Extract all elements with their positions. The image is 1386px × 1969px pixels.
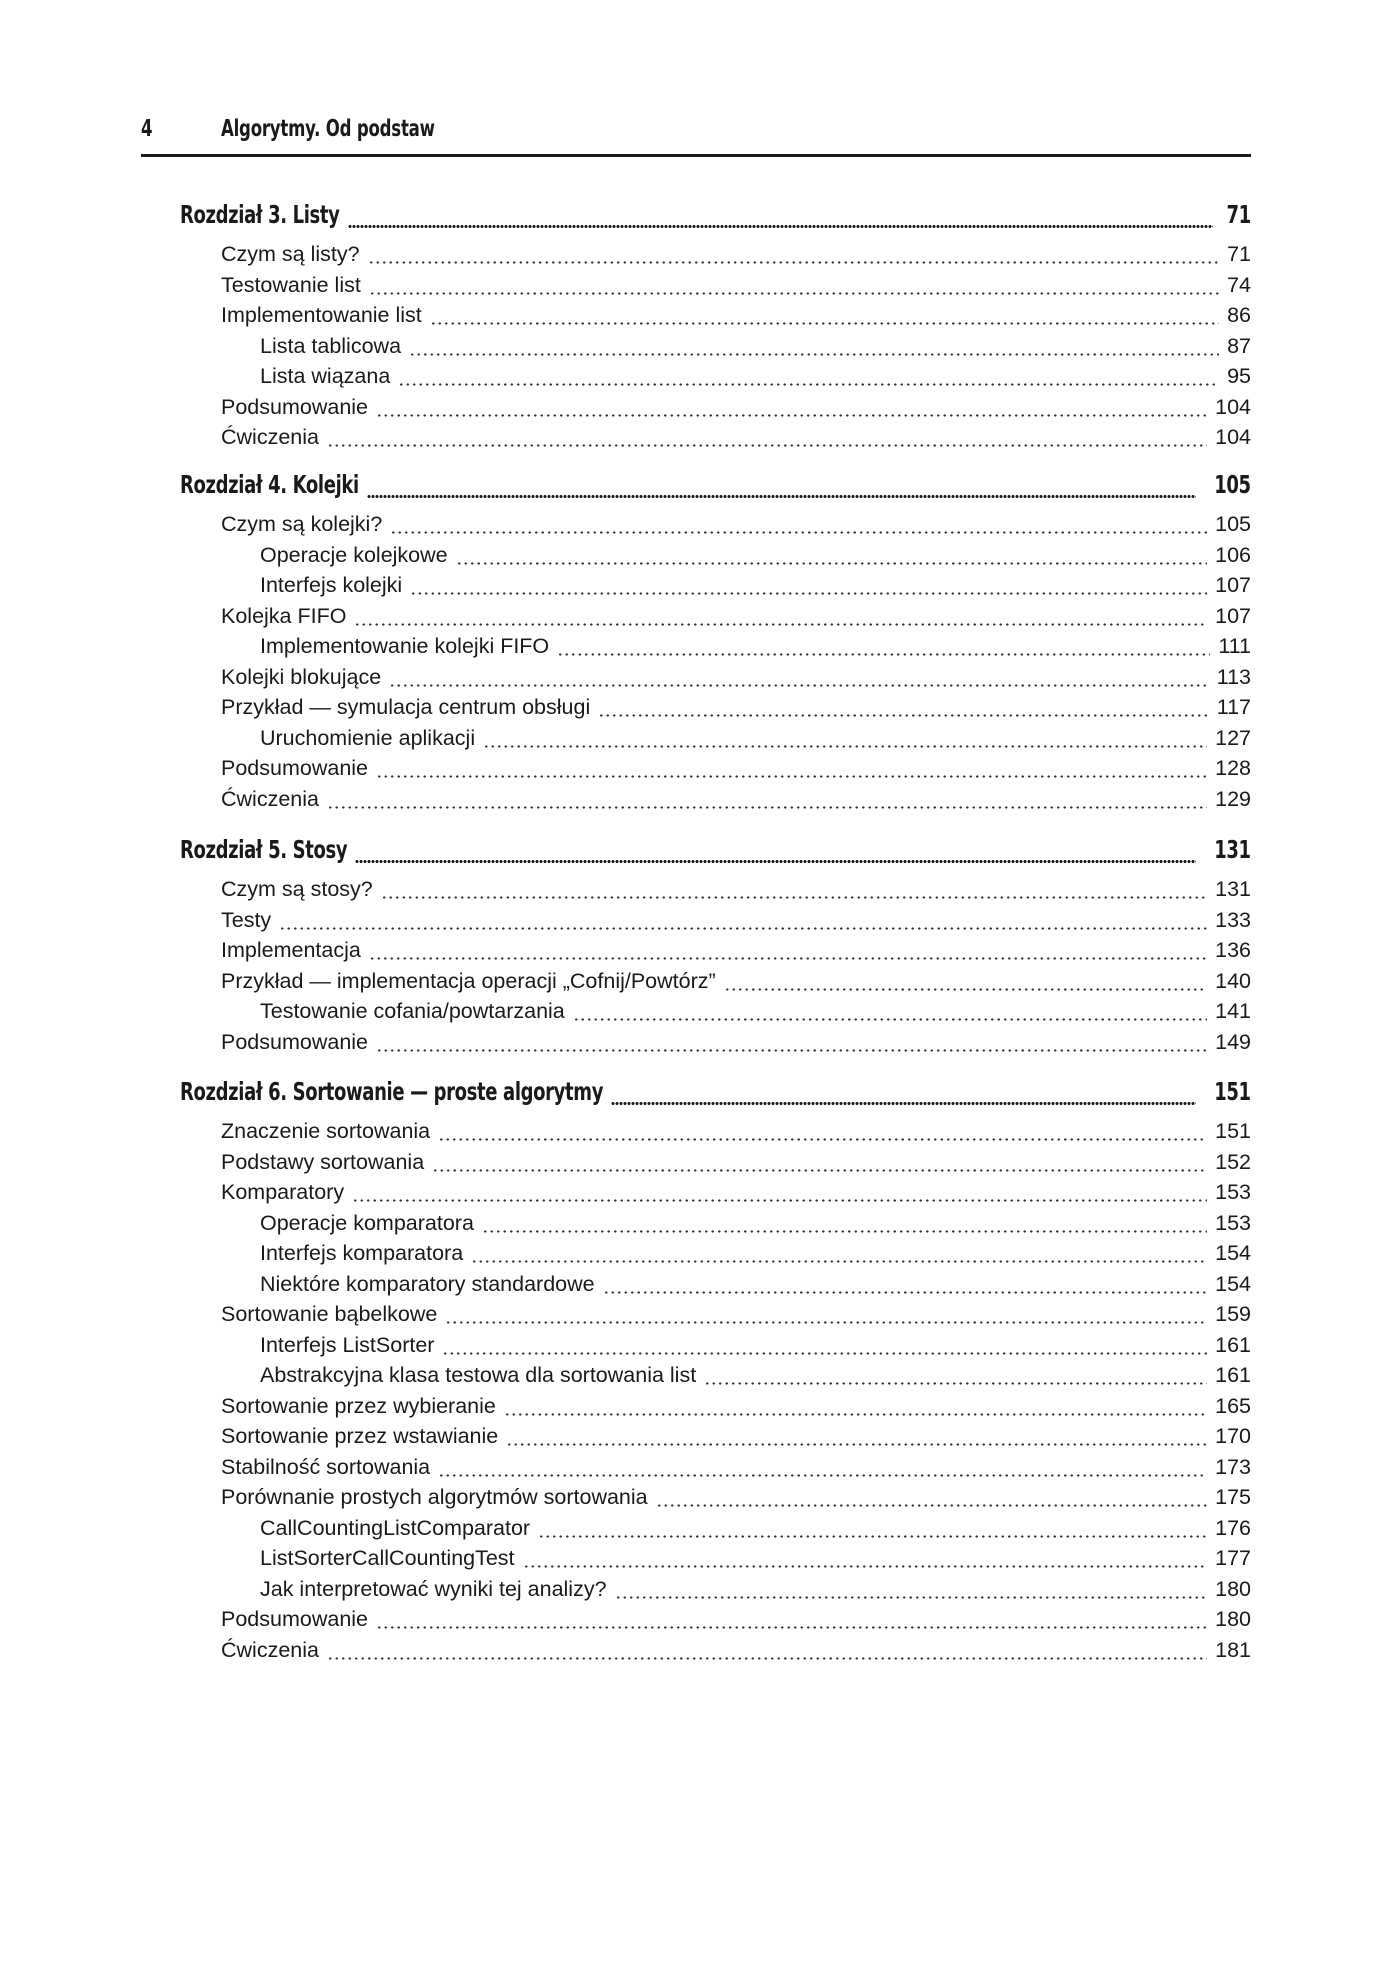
dot-leader xyxy=(538,1535,1207,1538)
toc-entry[interactable] xyxy=(221,665,1251,693)
toc-entry[interactable] xyxy=(221,908,1251,936)
toc-entry[interactable] xyxy=(260,1333,1251,1361)
chapter-title: Rozdział 3. Listy xyxy=(180,200,340,229)
toc-entry[interactable] xyxy=(221,425,1251,453)
toc-entry[interactable] xyxy=(221,1180,1251,1208)
toc-entry-page-number: 117 xyxy=(1216,695,1251,719)
dot-leader xyxy=(656,1504,1208,1507)
toc-entry[interactable] xyxy=(260,1577,1251,1605)
toc-entry-page-number: 180 xyxy=(1215,1607,1251,1631)
toc-entry[interactable] xyxy=(221,1638,1251,1666)
dot-leader xyxy=(410,592,1207,595)
toc-entry-page-number: 173 xyxy=(1215,1454,1251,1479)
toc-entry-title: Interfejs ListSorter xyxy=(260,1332,435,1357)
toc-entry-page-number: 95 xyxy=(1227,364,1251,388)
dot-leader xyxy=(354,623,1207,626)
toc-entry[interactable] xyxy=(260,573,1251,601)
toc-entry-title: Kolejka FIFO xyxy=(221,603,347,628)
dot-leader xyxy=(603,1291,1208,1294)
toc-entry-title: Testowanie list xyxy=(221,272,361,297)
dot-leader xyxy=(506,1443,1207,1446)
dot-leader xyxy=(573,1018,1207,1021)
toc-entry-page-number: 154 xyxy=(1215,1271,1251,1296)
toc-entry[interactable] xyxy=(260,1241,1251,1269)
toc-entry[interactable] xyxy=(221,1485,1251,1513)
toc-entry-page-number: 107 xyxy=(1215,573,1251,597)
dot-leader xyxy=(348,225,1214,228)
dot-leader xyxy=(523,1565,1208,1568)
toc-entry-title: Podsumowanie xyxy=(221,756,369,780)
toc-entry-title: Czym są kolejki? xyxy=(221,512,383,536)
dot-leader xyxy=(368,261,1220,264)
toc-entry-title: Podsumowanie xyxy=(221,1029,369,1054)
toc-entry-page-number: 87 xyxy=(1227,333,1251,358)
toc-entry-page-number: 105 xyxy=(1215,512,1251,536)
toc-entry-title: Lista tablicowa xyxy=(260,333,402,358)
toc-entry[interactable] xyxy=(221,1030,1251,1058)
toc-entry[interactable] xyxy=(260,364,1251,392)
toc-entry-title: Jak interpretować wyniki tej analizy? xyxy=(260,1576,607,1601)
toc-entry[interactable] xyxy=(221,1394,1251,1422)
chapter-title: Rozdział 5. Stosy xyxy=(180,835,348,864)
dot-leader xyxy=(504,1413,1207,1416)
dot-leader xyxy=(471,1260,1207,1263)
toc-entry-page-number: 165 xyxy=(1215,1393,1251,1418)
toc-entry-title: Czym są stosy? xyxy=(221,877,373,901)
dot-leader xyxy=(409,353,1219,356)
toc-entry-title: Implementacja xyxy=(221,938,361,962)
toc-entry-page-number: 176 xyxy=(1215,1515,1251,1540)
toc-entry[interactable] xyxy=(221,1607,1251,1635)
chapter-page-number: 105 xyxy=(1214,470,1251,499)
toc-entry[interactable] xyxy=(260,999,1251,1027)
dot-leader xyxy=(327,444,1207,447)
toc-entry-page-number: 71 xyxy=(1227,242,1251,266)
toc-entry-page-number: 136 xyxy=(1215,938,1251,962)
dot-leader xyxy=(724,988,1207,991)
dot-leader xyxy=(367,495,1197,498)
chapter-heading[interactable] xyxy=(180,835,1251,869)
toc-entry[interactable] xyxy=(260,1272,1251,1300)
chapter-heading[interactable] xyxy=(180,200,1251,234)
dot-leader xyxy=(279,927,1207,930)
toc-entry[interactable] xyxy=(260,543,1251,571)
toc-entry-title: ListSorterCallCountingTest xyxy=(260,1546,515,1570)
toc-entry[interactable] xyxy=(221,938,1251,966)
toc-entry-title: Kolejki blokujące xyxy=(221,664,382,689)
dot-leader xyxy=(611,1102,1196,1105)
toc-entry-title: Ćwiczenia xyxy=(221,786,319,811)
toc-entry-title: Abstrakcyjna klasa testowa dla sortowania list xyxy=(260,1363,697,1387)
toc-entry-page-number: 177 xyxy=(1215,1546,1251,1570)
dot-leader xyxy=(369,292,1219,295)
toc-entry[interactable] xyxy=(221,787,1251,815)
toc-entry-title: Interfejs kolejki xyxy=(260,573,403,597)
toc-entry[interactable] xyxy=(221,273,1251,301)
toc-entry-page-number: 154 xyxy=(1215,1241,1251,1265)
dot-leader xyxy=(327,806,1207,809)
toc-entry-title: Podsumowanie xyxy=(221,394,369,419)
toc-entry-page-number: 113 xyxy=(1216,664,1251,689)
toc-entry-page-number: 129 xyxy=(1215,786,1251,811)
toc-entry-page-number: 127 xyxy=(1215,725,1251,750)
toc-entry-page-number: 159 xyxy=(1215,1302,1251,1326)
toc-entry[interactable] xyxy=(221,1455,1251,1483)
toc-entry[interactable] xyxy=(260,634,1251,662)
toc-entry[interactable] xyxy=(260,726,1251,754)
toc-entry-page-number: 86 xyxy=(1227,303,1251,327)
toc-entry[interactable] xyxy=(221,1150,1251,1178)
toc-entry-page-number: 104 xyxy=(1215,425,1251,449)
toc-entry-page-number: 111 xyxy=(1218,634,1251,658)
toc-entry[interactable] xyxy=(221,512,1251,540)
chapter-title: Rozdział 4. Kolejki xyxy=(180,470,359,499)
dot-leader xyxy=(445,1321,1207,1324)
dot-leader xyxy=(376,414,1207,417)
toc-entry-title: Sortowanie przez wybieranie xyxy=(221,1393,496,1418)
toc-entry-title: Implementowanie list xyxy=(221,303,422,327)
toc-entry[interactable] xyxy=(260,334,1251,362)
dot-leader xyxy=(442,1352,1207,1355)
dot-leader xyxy=(352,1199,1207,1202)
dot-leader xyxy=(430,322,1219,325)
toc-entry-page-number: 181 xyxy=(1215,1637,1251,1662)
chapter-page-number: 71 xyxy=(1226,200,1251,229)
toc-entry-page-number: 151 xyxy=(1215,1119,1251,1143)
toc-entry-title: Lista wiązana xyxy=(260,364,391,388)
toc-entry-title: Operacje komparatora xyxy=(260,1210,474,1235)
toc-entry-title: Znaczenie sortowania xyxy=(221,1119,431,1143)
toc-entry-page-number: 153 xyxy=(1215,1180,1251,1204)
dot-leader xyxy=(483,745,1207,748)
toc-entry-title: Przykład — implementacja operacji „Cofnij/Powtórz” xyxy=(221,968,716,993)
toc-entry-title: Interfejs komparatora xyxy=(260,1241,464,1265)
toc-entry-page-number: 141 xyxy=(1215,999,1251,1023)
chapter-page-number: 131 xyxy=(1214,835,1251,864)
toc-entry-page-number: 107 xyxy=(1215,603,1251,628)
dot-leader xyxy=(390,531,1207,534)
dot-leader xyxy=(376,1049,1207,1052)
toc-entry-title: Komparatory xyxy=(221,1180,345,1204)
book-title: Algorytmy. Od podstaw xyxy=(221,116,435,142)
toc-entry-page-number: 106 xyxy=(1215,542,1251,567)
toc-entry-title: Stabilność sortowania xyxy=(221,1454,431,1479)
dot-leader xyxy=(355,860,1196,863)
dot-leader xyxy=(398,383,1219,386)
toc-entry-page-number: 131 xyxy=(1215,877,1251,901)
toc-entry-page-number: 161 xyxy=(1215,1363,1251,1387)
toc-entry[interactable] xyxy=(221,242,1251,270)
toc-entry-title: CallCountingListComparator xyxy=(260,1515,531,1540)
toc-entry-page-number: 161 xyxy=(1215,1332,1251,1357)
toc-entry[interactable] xyxy=(221,395,1251,423)
toc-entry-title: Ćwiczenia xyxy=(221,425,319,449)
chapter-title: Rozdział 6. Sortowanie — proste algorytmy xyxy=(180,1077,604,1106)
toc-entry-page-number: 175 xyxy=(1215,1485,1251,1509)
toc-entry[interactable] xyxy=(221,604,1251,632)
toc-entry-title: Sortowanie bąbelkowe xyxy=(221,1302,438,1326)
dot-leader xyxy=(327,1657,1207,1660)
toc-entry-title: Uruchomienie aplikacji xyxy=(260,725,476,750)
dot-leader xyxy=(376,775,1207,778)
toc-entry-title: Sortowanie przez wstawianie xyxy=(221,1424,499,1448)
dot-leader xyxy=(432,1169,1207,1172)
toc-entry-page-number: 133 xyxy=(1215,907,1251,932)
toc-entry[interactable] xyxy=(260,1363,1251,1391)
toc-entry[interactable] xyxy=(221,1119,1251,1147)
toc-entry-title: Testy xyxy=(221,907,272,932)
toc-entry-page-number: 180 xyxy=(1215,1576,1251,1601)
toc-entry[interactable] xyxy=(221,969,1251,997)
dot-leader xyxy=(381,896,1207,899)
dot-leader xyxy=(557,653,1210,656)
toc-entry-page-number: 170 xyxy=(1215,1424,1251,1448)
toc-entry[interactable] xyxy=(221,695,1251,723)
dot-leader xyxy=(704,1382,1207,1385)
dot-leader xyxy=(369,957,1207,960)
toc-entry-title: Implementowanie kolejki FIFO xyxy=(260,634,550,658)
dot-leader xyxy=(438,1474,1207,1477)
dot-leader xyxy=(615,1596,1208,1599)
toc-entry-title: Przykład — symulacja centrum obsługi xyxy=(221,695,591,719)
toc-entry[interactable] xyxy=(260,1211,1251,1239)
dot-leader xyxy=(482,1230,1207,1233)
toc-entry-title: Porównanie prostych algorytmów sortowania xyxy=(221,1485,648,1509)
chapter-heading[interactable] xyxy=(180,1077,1251,1111)
dot-leader xyxy=(438,1138,1207,1141)
toc-entry-title: Podsumowanie xyxy=(221,1607,369,1631)
toc-entry[interactable] xyxy=(221,756,1251,784)
dot-leader xyxy=(456,562,1208,565)
toc-entry-page-number: 74 xyxy=(1227,272,1251,297)
toc-entry[interactable] xyxy=(260,1546,1251,1574)
toc-entry-title: Czym są listy? xyxy=(221,242,360,266)
toc-entry-title: Operacje kolejkowe xyxy=(260,542,448,567)
toc-entry[interactable] xyxy=(221,1424,1251,1452)
toc-entry-title: Testowanie cofania/powtarzania xyxy=(260,999,565,1023)
toc-entry-title: Podstawy sortowania xyxy=(221,1149,425,1174)
toc-entry-page-number: 152 xyxy=(1215,1149,1251,1174)
toc-entry[interactable] xyxy=(221,303,1251,331)
toc-entry[interactable] xyxy=(221,877,1251,905)
toc-entry[interactable] xyxy=(221,1302,1251,1330)
toc-entry-page-number: 104 xyxy=(1215,394,1251,419)
toc-entry-title: Niektóre komparatory standardowe xyxy=(260,1271,595,1296)
toc-entry-page-number: 153 xyxy=(1215,1210,1251,1235)
chapter-page-number: 151 xyxy=(1214,1077,1251,1106)
toc-entry-page-number: 128 xyxy=(1215,756,1251,780)
dot-leader xyxy=(389,684,1209,687)
dot-leader xyxy=(598,714,1209,717)
toc-entry-title: Ćwiczenia xyxy=(221,1637,319,1662)
page-number: 4 xyxy=(141,116,153,142)
toc-entry-page-number: 140 xyxy=(1215,968,1251,993)
chapter-heading[interactable] xyxy=(180,470,1251,504)
toc-entry[interactable] xyxy=(260,1516,1251,1544)
toc-entry-page-number: 149 xyxy=(1215,1029,1251,1054)
dot-leader xyxy=(376,1626,1207,1629)
